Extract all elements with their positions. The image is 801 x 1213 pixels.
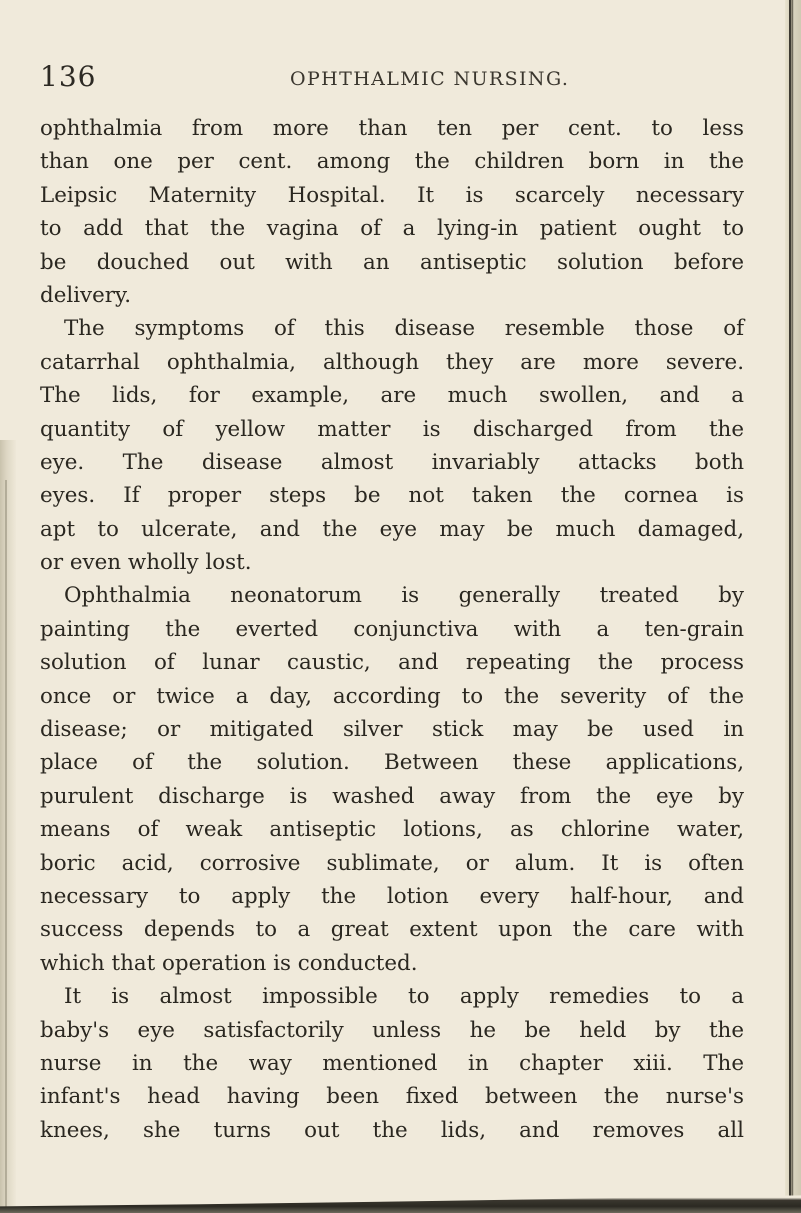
text-line: ophthalmia from more than ten per cent. to less	[40, 116, 744, 141]
text-line: delivery.	[40, 282, 132, 308]
body-text	[40, 112, 744, 1147]
binding-edge-line	[5, 480, 7, 1213]
text-line: or even wholly lost.	[40, 550, 252, 576]
text-line: purulent discharge is washed away from the eye by	[40, 783, 744, 809]
text-line: catarrhal ophthalmia, although they are more severe.	[40, 349, 744, 375]
text-line: disease; or mitigated silver stick may be used in	[40, 717, 744, 743]
text-line: place of the solution. Between these applications,	[40, 750, 744, 776]
text-line: success depends to a great extent upon the care with	[40, 917, 744, 943]
text-line: necessary to apply the lotion every half-hour, and	[40, 883, 744, 909]
running-head	[40, 60, 740, 96]
text-line: means of weak antiseptic lotions, as chlorine water,	[40, 817, 744, 843]
text-line: solution of lunar caustic, and repeating the process	[40, 650, 744, 676]
text-line: quantity of yellow matter is discharged from the	[40, 416, 744, 442]
text-line: which that operation is conducted.	[40, 950, 418, 976]
text-line: Ophthalmia neonatorum is generally treated by	[64, 583, 744, 609]
page-edge-line-right	[789, 0, 791, 1213]
text-line: baby's eye satisfactorily unless he be held by the	[40, 1017, 744, 1043]
page-stack-edge-bottom	[0, 1191, 801, 1213]
text-line: once or twice a day, according to the severity of the	[40, 683, 744, 709]
text-line: to add that the vagina of a lying-in patient ought to	[40, 216, 744, 242]
text-line: be douched out with an antiseptic solution before	[40, 249, 744, 275]
text-line: knees, she turns out the lids, and removes all	[40, 1117, 744, 1143]
page-stack-edge-right	[785, 0, 801, 1213]
text-line: infant's head having been fixed between the nurse's	[40, 1084, 744, 1110]
running-title: OPHTHALMIC NURSING.	[290, 68, 570, 90]
text-line: eyes. If proper steps be not taken the cornea is	[40, 483, 744, 509]
text-line: than one per cent. among the children born in the	[40, 149, 744, 175]
text-line: The symptoms of this disease resemble those of	[64, 316, 744, 342]
text-line: Leipsic Maternity Hospital. It is scarcely necessary	[40, 182, 744, 208]
text-line: eye. The disease almost invariably attacks both	[40, 449, 744, 475]
text-line: painting the everted conjunctiva with a ten-grain	[40, 616, 744, 642]
text-line: apt to ulcerate, and the eye may be much damaged,	[40, 516, 744, 542]
text-line: It is almost impossible to apply remedies to a	[64, 984, 744, 1010]
text-line: The lids, for example, are much swollen, and a	[40, 383, 744, 409]
text-line: boric acid, corrosive sublimate, or alum. It is often	[40, 850, 744, 876]
page-number: 136	[40, 60, 97, 93]
binding-shadow	[0, 440, 16, 1213]
text-line: nurse in the way mentioned in chapter xiii. The	[40, 1050, 744, 1076]
